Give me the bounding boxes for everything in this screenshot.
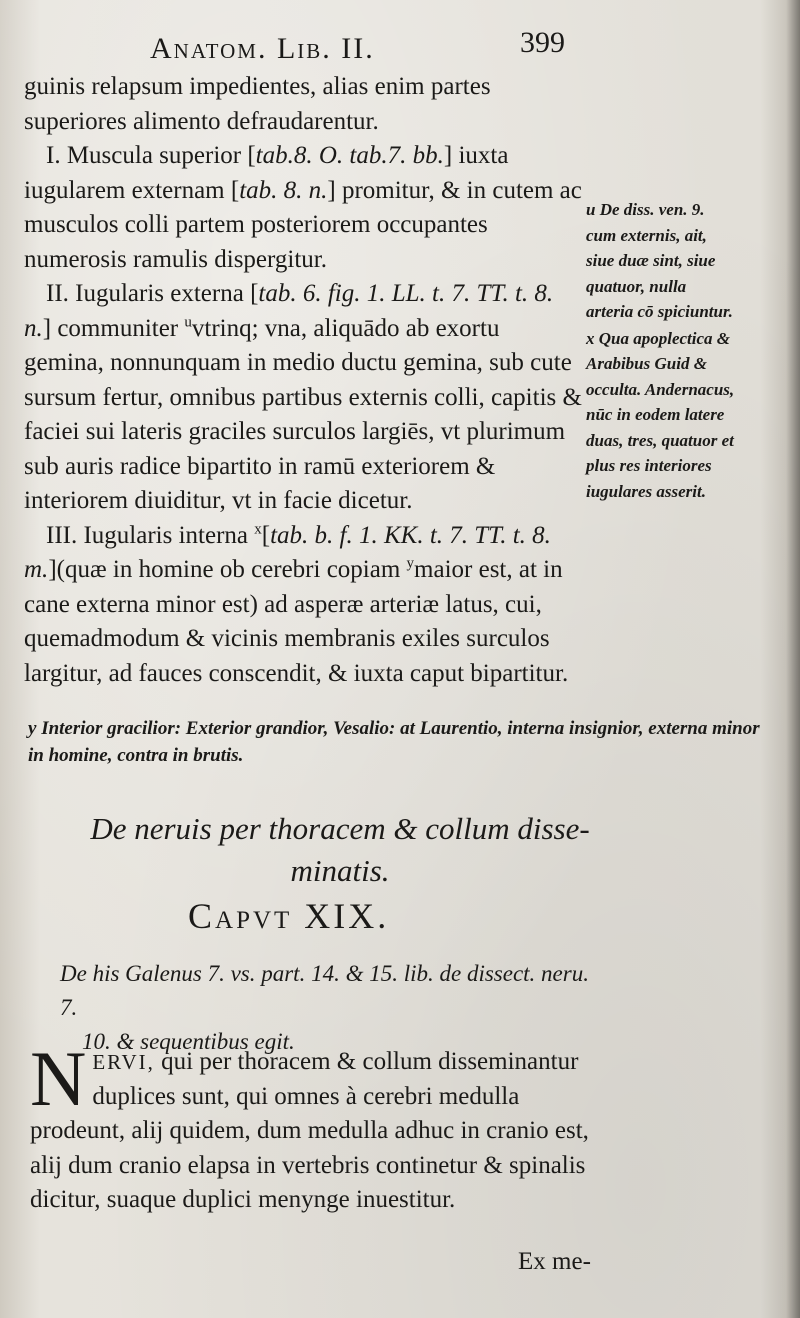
- paragraph-2-start: I. Musculа superior [: [46, 142, 256, 169]
- paragraph-4-start: III. Iugularis interna: [46, 521, 249, 549]
- first-word: ERVI,: [92, 1050, 155, 1074]
- paragraph-4-bracket: [: [261, 521, 271, 549]
- note-marker: y: [406, 555, 415, 572]
- paragraph-2-mid: ] iuxta iugularem externam [: [24, 142, 509, 204]
- table-reference: tab. 8. n.: [239, 176, 328, 204]
- main-text-block: [24, 70, 584, 691]
- footnote: [28, 715, 768, 769]
- page-header: [0, 20, 800, 70]
- drop-capital: N: [30, 1035, 87, 1122]
- paragraph-3-start: II. Iugularis externa [: [46, 280, 259, 307]
- summary-line-1: De his Galenus 7. vs. part. 14. & 15. lib. de dissect. neru. 7.: [60, 961, 589, 1020]
- table-reference: tab.8. O. tab.7. bb.: [255, 142, 444, 169]
- paragraph-3-mid: ] communiter: [42, 314, 179, 342]
- footnote-text: Interior gracilior: Exterior grandior, Vesalio: at Laurentio, interna insignior, externa minor in homine, contra in brutis.: [28, 718, 760, 766]
- paragraph-3-end: vtrinq; vna, aliquādo ab exortu gemina, nonnunquam in medio ductu gemina, sub cute sursum fertur, omnibus partibus externis colli, capitis & faciei sui lateris graciles surculos largiēs, vt plurimum sub auris radice bipartito in ramū exteriorem & interiorem diuiditur, vt in facie dicetur.: [24, 314, 582, 514]
- marginal-notes: [586, 197, 736, 505]
- catchword: Ex me-: [518, 1248, 591, 1275]
- section-title: [80, 808, 600, 892]
- table-reference: tab. 6. fig. 1. LL. t. 7. TT. t. 8. n.: [24, 280, 554, 342]
- chapter-heading: Capvt XIX.: [188, 896, 390, 936]
- running-title: Anatom. Lib. II.: [150, 32, 375, 65]
- marginal-note-x: x Qua apoplectica & Arabibus Guid & occulta. Andernacus, nūc in eodem latere duas, tres, quatuor et plus res interiores iugulares asserit.: [586, 328, 735, 501]
- section-title-line-1: De neruis per thoracem & collum disse-: [90, 811, 590, 846]
- paragraph-4-mid: ](quæ in homine ob cerebri copiam: [48, 556, 401, 583]
- paragraph-1: guinis relapsum impedientes, alias enim partes superiores alimento defraudarentur.: [24, 73, 491, 135]
- chapter-body-text: qui per thoracem & collum disseminantur duplices sunt, qui omnes à cerebri medulla prodeunt, alij quidem, dum medulla adhuc in cranio est, alij dum cranio elapsa in vertebris continetur & spinalis dicitur, suaque duplici menynge inuestitur.: [30, 1048, 589, 1213]
- note-marker: x: [254, 521, 262, 538]
- paragraph-2: [24, 139, 584, 277]
- table-reference: tab. b. f. 1. KK. t. 7. TT. t. 8. m.: [24, 521, 551, 583]
- marginal-note-u: u De diss. ven. 9. cum externis, ait, siue duæ sint, siue quatuor, nulla arteria cō spiciuntur.: [586, 200, 733, 321]
- paragraph-4: [24, 519, 584, 692]
- footnote-marker: y: [28, 718, 37, 739]
- note-marker: u: [184, 314, 192, 331]
- page-number: 399: [520, 26, 565, 59]
- page-edge-shadow: [786, 0, 800, 1318]
- summary-line-2: 10. & sequentibus egit.: [82, 1029, 295, 1054]
- paragraph-4-end: maior est, at in cane externa minor est) ad asperæ arteriæ latus, cui, quemadmodum & vicinis membranis exiles surculos largitur, ad fauces conscendit, & iuxta caput bipartitur.: [24, 556, 569, 687]
- paragraph-3: [24, 277, 584, 519]
- paragraph-2-end: ] promitur, & in cutem ac musculos colli partem posteriorem occupantes numerosis ramulis dispergitur.: [24, 176, 582, 273]
- chapter-summary: [60, 957, 600, 1059]
- section-title-line-2: minatis.: [290, 853, 390, 888]
